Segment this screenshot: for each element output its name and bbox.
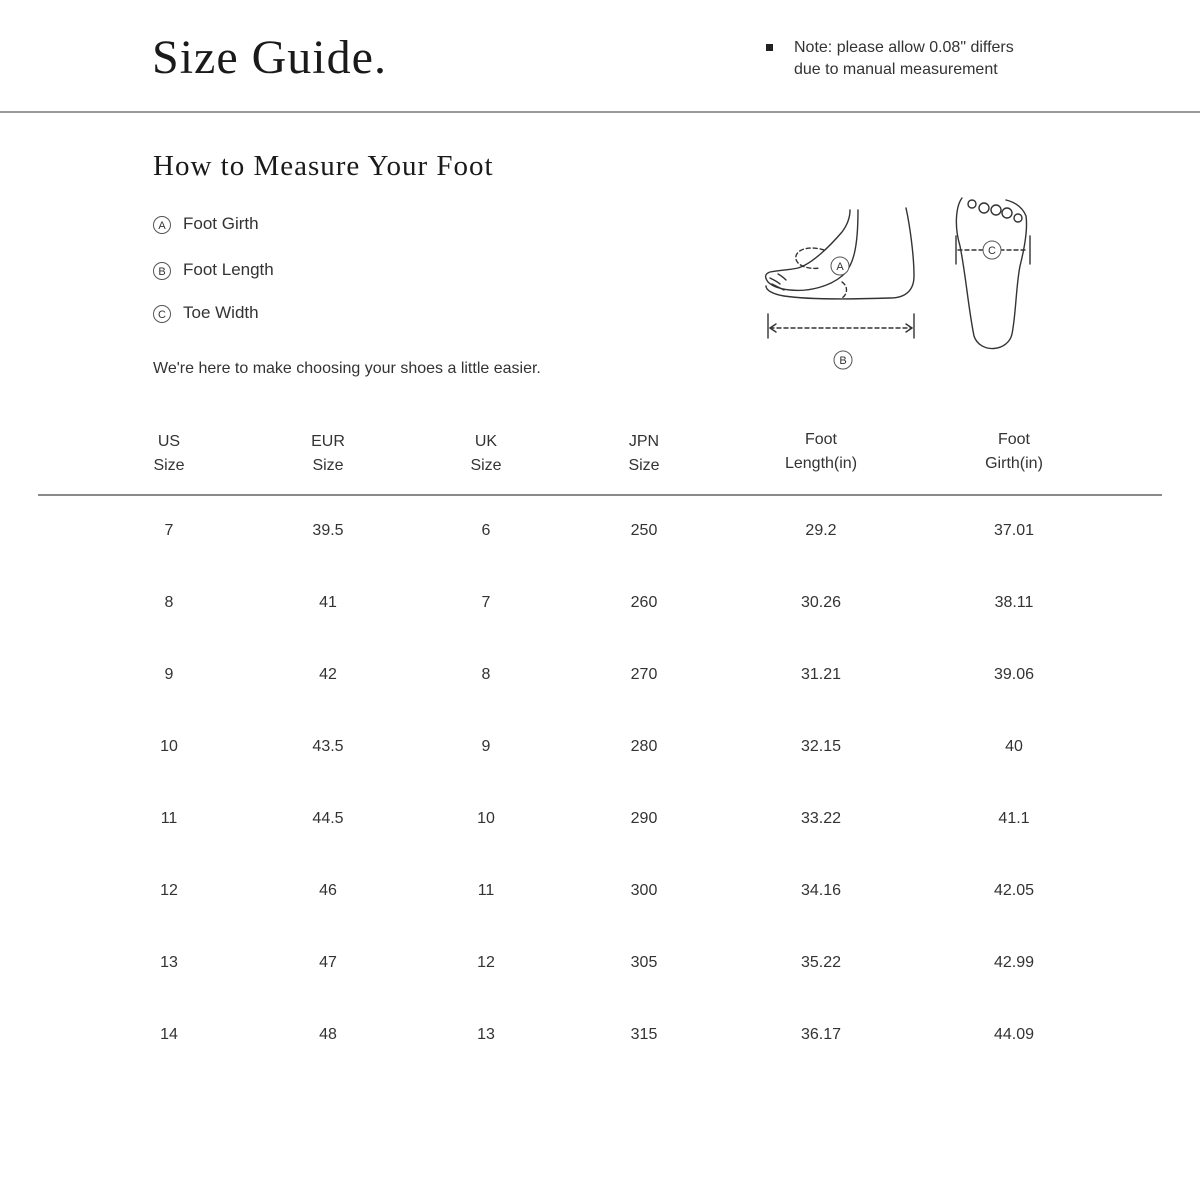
side-foot-outline-icon: [766, 210, 858, 290]
column-header-uk-size: UK Size: [470, 433, 502, 474]
side-heel-outline-icon: [766, 208, 914, 299]
cell-eur-size: 42: [319, 666, 337, 683]
cell-us-size: 7: [164, 522, 174, 539]
cell-eur-size: 48: [319, 1026, 337, 1043]
column-header-us-size: US Size: [153, 433, 185, 474]
legend-item-toe-width: [153, 303, 259, 323]
cell-us-size: 13: [160, 954, 178, 971]
cell-uk-size: 13: [477, 1026, 495, 1043]
legend-item-foot-girth: [153, 214, 259, 234]
cell-uk-size: 6: [481, 522, 491, 539]
cell-jpn-size: 315: [630, 1026, 658, 1043]
circle-c-icon: C: [153, 305, 171, 323]
cell-jpn-size: 260: [630, 594, 658, 611]
cell-foot-girth: 37.01: [993, 522, 1035, 539]
cell-foot-girth: 39.06: [993, 666, 1035, 683]
sole-foot-outline-icon: [956, 198, 1026, 349]
circle-a-icon: A: [153, 216, 171, 234]
size-table-header: [0, 430, 1200, 490]
cell-foot-girth: 40: [1005, 738, 1023, 755]
cell-foot-length: 30.26: [800, 594, 842, 611]
diagram-label-b: B: [839, 355, 847, 367]
table-row: [0, 807, 1200, 831]
page-title: Size Guide.: [152, 31, 387, 84]
cell-us-size: 11: [160, 810, 178, 827]
cell-eur-size: 46: [319, 882, 337, 899]
table-row: [0, 879, 1200, 903]
note-bullet-icon: [766, 44, 773, 51]
cell-foot-length: 31.21: [800, 666, 842, 683]
legend-label: Foot Length: [183, 260, 274, 279]
cell-eur-size: 47: [319, 954, 337, 971]
foot-measurement-diagram: [750, 186, 1050, 386]
cell-uk-size: 12: [477, 954, 495, 971]
cell-foot-length: 36.17: [800, 1026, 842, 1043]
table-row: [0, 1023, 1200, 1047]
tagline: We're here to make choosing your shoes a little easier.: [153, 360, 541, 377]
cell-us-size: 10: [160, 738, 178, 755]
cell-foot-length: 32.15: [800, 738, 842, 755]
legend-label: Foot Girth: [183, 214, 259, 233]
cell-foot-length: 34.16: [800, 882, 842, 899]
measure-section-title: How to Measure Your Foot: [153, 150, 494, 182]
cell-jpn-size: 250: [630, 522, 658, 539]
column-header-jpn-size: JPN Size: [628, 433, 660, 474]
note-text: Note: please allow 0.08" differs due to manual measurement: [794, 39, 1014, 78]
table-row: [0, 663, 1200, 687]
table-row: [0, 735, 1200, 759]
column-header-foot-girth: Foot Girth(in): [985, 431, 1043, 472]
circle-b-icon: B: [153, 262, 171, 280]
column-header-foot-length: Foot Length(in): [784, 431, 858, 472]
cell-foot-girth: 42.05: [993, 882, 1035, 899]
cell-jpn-size: 270: [630, 666, 658, 683]
cell-jpn-size: 290: [630, 810, 658, 827]
cell-us-size: 8: [164, 594, 174, 611]
cell-uk-size: 10: [477, 810, 495, 827]
cell-foot-girth: 44.09: [993, 1026, 1035, 1043]
cell-foot-girth: 41.1: [998, 810, 1030, 827]
cell-foot-length: 33.22: [800, 810, 842, 827]
cell-foot-length: 35.22: [800, 954, 842, 971]
cell-foot-girth: 42.99: [993, 954, 1035, 971]
cell-us-size: 12: [160, 882, 178, 899]
cell-jpn-size: 280: [630, 738, 658, 755]
cell-eur-size: 39.5: [312, 522, 344, 539]
table-row: [0, 519, 1200, 543]
table-row: [0, 951, 1200, 975]
column-header-eur-size: EUR Size: [311, 433, 345, 474]
cell-foot-girth: 38.11: [994, 594, 1034, 611]
measurement-note: [766, 37, 1066, 81]
cell-eur-size: 41: [319, 594, 337, 611]
cell-jpn-size: 305: [630, 954, 658, 971]
table-header-divider: [38, 494, 1162, 496]
cell-uk-size: 11: [477, 882, 495, 899]
cell-us-size: 14: [160, 1026, 178, 1043]
cell-uk-size: 7: [481, 594, 491, 611]
cell-eur-size: 43.5: [312, 738, 344, 755]
header-divider: [0, 111, 1200, 113]
cell-jpn-size: 300: [630, 882, 658, 899]
diagram-label-a: A: [836, 261, 844, 273]
cell-uk-size: 9: [481, 738, 491, 755]
cell-foot-length: 29.2: [805, 522, 837, 539]
cell-uk-size: 8: [481, 666, 491, 683]
legend-item-foot-length: [153, 260, 274, 280]
diagram-label-c: C: [988, 245, 996, 257]
legend-label: Toe Width: [183, 303, 259, 322]
table-row: [0, 591, 1200, 615]
cell-eur-size: 44.5: [312, 810, 344, 827]
cell-us-size: 9: [164, 666, 174, 683]
